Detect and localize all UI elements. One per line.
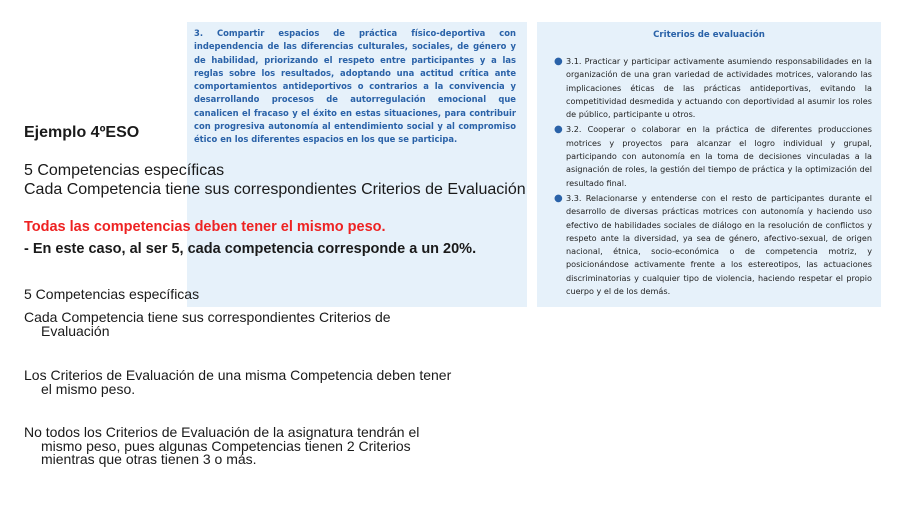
body-line: mismo peso, pues algunas Competencias tienen 2 Criterios (41, 437, 411, 454)
veinte-por-ciento-line: - En este caso, al ser 5, cada competencia corresponde a un 20%. (24, 241, 477, 257)
bullet-icon: ● (554, 192, 563, 204)
criterios-title: Criterios de evaluación (653, 30, 765, 40)
body-line: Cada Competencia tiene sus correspondientes Criterios de (24, 309, 391, 325)
body-paragraph-competencias (24, 288, 199, 302)
body-paragraph-criterios (24, 311, 391, 338)
body-line: el mismo peso. (41, 380, 136, 397)
criterios-line: Cada Competencia tiene sus correspondientes Criterios de Evaluación (24, 181, 526, 198)
body-line: No todos los Criterios de Evaluación de la asignatura tendrán el (24, 424, 420, 440)
criterio-item (554, 55, 872, 121)
criterio-item (554, 123, 872, 189)
competencias-count-line: 5 Competencias específicas (24, 162, 225, 179)
body-line: Los Criterios de Evaluación de una misma Competencia deben tener (24, 367, 452, 383)
body-paragraph-distinto-peso (24, 426, 419, 467)
body-line: 5 Competencias específicas (24, 286, 200, 302)
criterio-text: 3.2. Cooperar o colaborar en la práctica de diferentes producciones motrices y proyectos para alcanzar el logro individual y grupal, participando con autonomía en la toma de decisiones vinculadas a la asignación de roles, la gestión del tiempo de práctica y la optimización del resultado final. (566, 124, 872, 188)
criterio-text: 3.3. Relacionarse y entenderse con el resto de participantes durante el desarrollo de diversas prácticas motrices con autonomía y haciendo uso efectivo de habilidades sociales de diálogo en la resolución de conflictos y respeto ante la diversidad, ya sea de género, afectivo-sexual, de origen nacional, étnica, socio-económica o de competencia motriz, y posicionándose activamente frente a los estereotipos, las actuaciones discriminatorias y cualquier tipo de violencia, haciendo respetar el propio cuerpo y el de los demás. (566, 192, 872, 297)
bullet-icon: ● (554, 56, 563, 67)
bullet-icon: ● (554, 124, 563, 136)
body-line: mientras que otras tienen 3 o más. (41, 451, 257, 468)
mismo-peso-highlight: Todas las competencias deben tener el mismo peso. (24, 219, 386, 235)
criterios-list (554, 55, 872, 300)
body-paragraph-mismo-peso (24, 369, 451, 396)
criterio-item (554, 192, 872, 298)
slide-title: Ejemplo 4ºESO (24, 124, 140, 141)
criterio-text: 3.1. Practicar y participar activamente asumiendo responsabilidades en la organización de una gran variedad de actividades motrices, valorando las implicaciones éticas de las prácticas antideportivas, evitando la competitividad desmedida y actuando con deportividad al asumir los roles de público, participante u otros. (566, 56, 872, 120)
competencia-especifica-text: 3. Compartir espacios de práctica físico-deportiva con independencia de las diferencias culturales, sociales, de género y de habilidad, priorizando el respeto entre participantes y a las reglas sobre los resultados, adoptando una actitud crítica ante comportamientos antideportivos o contrarios a la convivencia y desarrollando procesos de autorregulación emocional que canalicen el fracaso y el éxito en estas situaciones, para contribuir con progresiva autonomía al entendimiento social y al compromiso ético en los diferentes espacios en los que se participa. (194, 28, 516, 145)
body-line: Evaluación (41, 322, 110, 339)
